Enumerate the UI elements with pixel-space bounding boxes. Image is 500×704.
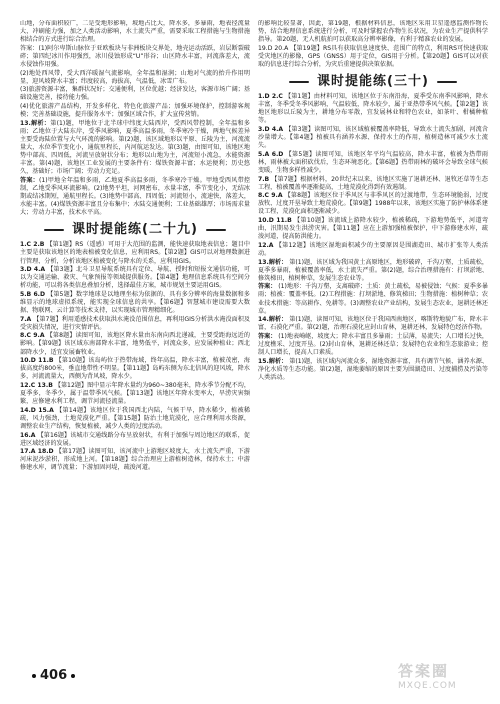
answer-item [258, 316, 488, 332]
title-bar-right [206, 229, 226, 231]
item-label: 7.A [20, 315, 32, 323]
item-text: 【第12题】图中显示年降水量约为960~380毫米，降水季节分配不均，夏季多，冬季少，属于温带季风气候。【第13题】该地区年降水变率大，旱涝灾害频繁，应修建水利工程，调节河流径流量。 [20, 381, 250, 406]
item-text: 【第3题】读图可知，该区域植被覆盖率降低，导致水土流失加剧，河流含沙量增大。【第4题】植被具有涵养水源、保持水土的作用，植树造林可减少水土流失。 [258, 126, 488, 150]
answer-item [20, 357, 250, 381]
answer-item [258, 217, 488, 241]
answer-item [20, 332, 250, 356]
item-label: 5.B 6.D [20, 290, 46, 298]
item-label: 8.C 9.A [258, 192, 283, 200]
item-text: 【第7题】利用遥感技术获取洪水淹没范围信息，再利用GIS分析洪水淹没面积及受灾损失情况，进行灾情评估。 [20, 315, 250, 331]
section-title-29 [20, 222, 250, 238]
item-text: 第(1)题，该区域内河流众多，湿地资源丰富，具有调节气候、涵养水源、净化水质等生态功能。第(2)题，湿地萎缩的原因主要为围湖造田、过度捕捞及污染等人类活动。 [258, 357, 488, 381]
item-text: 【第16题】该城市交通线路分布呈放射状，有利于加强与周边地区的联系，促进区域经济的发展。 [20, 431, 250, 447]
item-label: 10.D 11.B [20, 357, 54, 365]
item-label: 1.C 2.B [20, 241, 45, 249]
answer-item [20, 448, 250, 472]
watermark-text: 答案圈 [398, 662, 450, 680]
answer-item [258, 176, 488, 192]
item-text: 【第14题】该地区位于我国西北内陆，气候干旱，降水稀少，植被稀疏，风力强劲，土地荒漠化严重。【第15题】防治土地荒漠化，应合理利用水资源，调整农业生产结构，恢复植被，减少人类的过度活动。 [20, 406, 250, 430]
two-column-body [20, 20, 488, 672]
item-label: 14.解析： [258, 316, 288, 324]
answer-item [20, 241, 250, 265]
item-text: 【第8题】该地区位于季风区与非季风区的过渡地带，生态环境脆弱，过度放牧、过度开垦导致土地荒漠化。【第9题】1988年以来，该地区实施了防护林体系建设工程，荒漠化面积逐渐减少。 [258, 192, 488, 216]
answer-item [258, 151, 488, 175]
item-label: 16.A [20, 431, 36, 439]
left-paragraph: (2)地处西风带，受大西洋暖湿气流影响，全年温和湿润；山地对气流的抬升作用明显，迎风坡降水丰富；纬度较高，海拔高，气温低，冰雪广布。 [20, 69, 250, 85]
item-label: 5.A 6.D [258, 150, 284, 158]
answer-item [20, 407, 250, 431]
section-title-30 [258, 74, 488, 90]
item-text: 【第1题】RS（遥感）可用于大范围的监测，能快速获取地表信息；题目中主要是获取该地区的地表植被变化信息，应利用RS。【第2题】GIS可以对地理数据进行管理、分析，分析该地区植被变化与降水的关系，应利用GIS。 [20, 241, 250, 265]
answer-item [258, 259, 488, 283]
item-label: 13.解析： [258, 258, 288, 266]
item-label: 12.C 13.B [20, 381, 53, 389]
item-text: 【第10题】该岛屿位于热带海域，终年高温，降水丰富，植被茂密，海拔高度约800米，垂直地带性不明显。【第11题】岛屿东侧为东北信风的迎风坡，降水多，河流流量大，西侧为背风坡，降水少。 [20, 357, 250, 381]
item-label: 3.D 4.A [20, 266, 46, 274]
answer-item [258, 333, 488, 357]
watermark-url: MXQE.COM [398, 681, 457, 691]
answer-item [20, 266, 250, 290]
item-label: 10.D 11.B [258, 217, 292, 225]
answer-item [258, 126, 488, 150]
item-label: 答案： [258, 283, 277, 291]
question-label: 13.解析： [20, 119, 51, 127]
right-paragraph: 的影响比较显著，因此，第19题，根据材料信息，该地区采用卫星遥感监测作物长势，结合地理信息系统进行分析，可及时掌握农作物生长状况，为农业生产提供科学指导。第20题，无人机航拍可以获取高分辨率影像，有利于精准农业的发展。 [258, 20, 488, 44]
item-text: (1)地表崎岖，坡度大；降水丰富且多暴雨；土层薄，易流失；人口增长过快，过度樵采、过度开垦。(2)封山育林，退耕还林还草；发展特色农业和生态旅游业；控制人口增长，提高人口素质。 [258, 332, 488, 357]
question-13-answer [20, 177, 250, 217]
right-column [258, 20, 488, 672]
item-label: 答案： [258, 332, 277, 340]
item-text: 【第17题】读图可知，该河流中上游地区坡度大，水土流失严重，下游河床泥沙淤积，形成地上河。【第18题】综合治理应上游植树造林，保持水土；中游修建水库，调节流量；下游加固河堤，疏浚河道。 [20, 448, 250, 472]
watermark-logo [398, 660, 486, 700]
answer-item [20, 316, 250, 332]
answer-item [258, 283, 488, 315]
answer-item [20, 291, 250, 315]
answer-item [258, 242, 488, 258]
left-paragraph: (4)优化旅游产品结构，开发多样化、特色化旅游产品；加强环境保护，控制游客规模；完善基础设施，提升服务水平；加强区域合作，扩大宣传营销。 [20, 102, 250, 119]
item-text: 【第5题】数字地球是以地理坐标为依据的、具有多分辨率的海量数据和多维显示的地球虚拟系统，能实现全球信息的共享。【第6题】智慧城市建设需要大数据、物联网、云计算等技术支持，以实现城市管理精细化。 [20, 290, 250, 315]
right-paragraph: 19.D 20.A 【第19题】RS具有获取信息速度快、范围广的特点，利用RS可快速获取受灾地区的影像，GPS（GNSS）用于定位，GIS用于分析。【第20题】GIS可以对获取的信息进行综合分析，为灾后重建提供决策依据。 [258, 44, 488, 68]
answer-item [258, 358, 488, 382]
item-text: 【第10题】该流域上游降水较少，植被稀疏，下游地势低平，河道弯曲，汛期易发生洪涝灾害。【第11题】应在上游加强植被保护，中下游修建水库，疏浚河道，提高防洪能力。 [258, 217, 488, 241]
page-footer [28, 668, 79, 683]
left-paragraph: (3)旅游资源丰富，集群状况好；交通便利，区位优越；经济发达，客源市场广阔；基础设施完善，接待能力强。 [20, 86, 250, 102]
item-text: 【第12题】该地区湿地面积减少的主要原因是围湖造田、城市扩张等人类活动。 [258, 241, 488, 257]
item-label: 15.解析： [258, 357, 288, 365]
title-bar-left [44, 229, 64, 231]
left-paragraph: 山地，分布面积较广，二是受地形影响，坡地占比大，降水多，多暴雨，地表径流量大，冲刷能力强，加之人类活动影响，水土流失严重，需要采取工程措施与生物措施相结合的方式进行综合治理。 [20, 20, 250, 44]
answer-item [258, 93, 488, 125]
answer-label: 答案： [20, 176, 39, 184]
title-bar-left [289, 81, 309, 83]
left-column [20, 20, 250, 672]
question-text: 第(1)题，甲地位于北半球中纬度大陆西岸，受西风带控制，全年温和多雨；乙地位于大陆东岸，受季风影响，夏季高温多雨，冬季寒冷干燥，两地气候差异主要受海陆位置与大气环流的影响。第(2)题，该区域地形以平原、丘陵为主，河流流量大，水位季节变化小，通航里程长，内河航运发达。第(3)题，由图可知，该地区地势中部高、四周低，河流呈放射状分布；地形以山地为主，河流短小流急，水能资源丰富。第(4)题，该地区工业发展的主要条件有：煤铁资源丰富；水运便利；历史悠久，基础好；市场广阔；劳动力充足。 [20, 119, 250, 176]
left-paragraph: 答案：(1)阿尔卑斯山脉位于亚欧板块与非洲板块交界处，地壳运动活跃，岩层断裂破碎；第四纪冰川作用强烈，冰川侵蚀形成“U”形谷；山区降水丰富，河流落差大，流水侵蚀作用强。 [20, 44, 250, 68]
page-number: 406 [40, 668, 68, 683]
item-text: 【第8题】读图可知，该地区降水量由东南向西北递减，主要受距海远近的影响。【第9题】该区域东南部降水丰富，地势低平，河流众多，应发展种植业；西北部降水少，适宜发展畜牧业。 [20, 332, 250, 356]
page-number-dot-right [71, 674, 75, 678]
answer-text: (1)甲地全年温和多雨，乙地夏季高温多雨，冬季寒冷干燥。甲地受西风带控制，乙地受季风环流影响。(2)地势平坦，河网密布，水量丰富，季节变化小，无结冰期或结冰期短，通航里程长。(3)地势中部高、四周低；河流短小，流速快，落差大，水能丰富。(4)煤铁资源丰富且分布集中；水陆交通便利；工业基础雄厚；市场需求量大；劳动力丰富，技术水平高。 [20, 176, 250, 217]
answer-item [20, 432, 250, 448]
item-label: 17.A 18.D [20, 448, 54, 456]
item-label: 14.D 15.A [20, 406, 54, 414]
item-label: 12.A [258, 241, 274, 249]
section-title-text: 课时提能练(三十) [317, 74, 429, 90]
item-label: 1.D 2.C [258, 93, 283, 101]
answer-item [258, 192, 488, 216]
answer-item [20, 382, 250, 406]
item-text: 【第1题】由材料可知，该地区位于东南沿海，夏季受东南季风影响，降水丰富，冬季受冬季风影响，气温较低，降水较少，属于亚热带季风气候。【第2题】该地区地形以丘陵为主，耕地分布零散，宜发展林业和特色农业，如茶叶、柑橘种植等。 [258, 93, 488, 125]
item-text: 第(1)题，该区域为我国黄土高原地区，地形破碎，千沟万壑，土质疏松，夏季多暴雨，植被覆盖率低，水土流失严重。第(2)题，综合治理措施有：打坝淤地、修筑梯田，植树种草，发展生态农业等。 [258, 258, 488, 282]
section-title-text: 课时提能练(二十九) [72, 222, 198, 238]
title-bar-right [437, 81, 457, 83]
item-label: 8.C 9.A [20, 332, 45, 340]
item-label: 3.D 4.A [258, 126, 284, 134]
item-text: (1)地形：千沟万壑，支离破碎；土质：黄土疏松，易被侵蚀；气候：夏季多暴雨；植被：覆盖率低。(2)工程措施：打坝淤地、修筑梯田；生物措施：植树种草；农业技术措施：等高耕作、免耕等。(3)调整农业产业结构，发展生态农业，退耕还林还草。 [258, 283, 488, 315]
item-label: 7.B [258, 175, 270, 183]
item-text: 【第3题】北斗卫星导航系统具有定位、导航、授时和短报文通信功能，可以为交通运输、救灾、气象预报等领域提供服务。【第4题】地理信息系统具有空间分析功能，可以将各类信息叠加分析，选择最佳方案，城市规划主要运用GIS。 [20, 266, 250, 290]
item-text: 【第7题】根据材料，20世纪末以来，该地区实施了退耕还林、退牧还草等生态工程，植被覆盖率逐渐提高，土地荒漠化得到有效遏制。 [258, 175, 488, 191]
item-text: 第(1)题，读图可知，该地区位于我国西南地区，喀斯特地貌广布，降水丰富，石漠化严重。第(2)题，治理石漠化应封山育林，退耕还林，发展特色经济作物。 [258, 316, 488, 332]
question-13-analysis [20, 120, 250, 177]
item-text: 【第5题】读图可知，该地区年平均气温较高，降水丰富，植被为热带雨林，雨林被大面积砍伐后，生态环境恶化。【第6题】热带雨林的破坏会导致全球气候变暖，生物多样性减少。 [258, 150, 488, 174]
page-number-dot-left [32, 674, 36, 678]
